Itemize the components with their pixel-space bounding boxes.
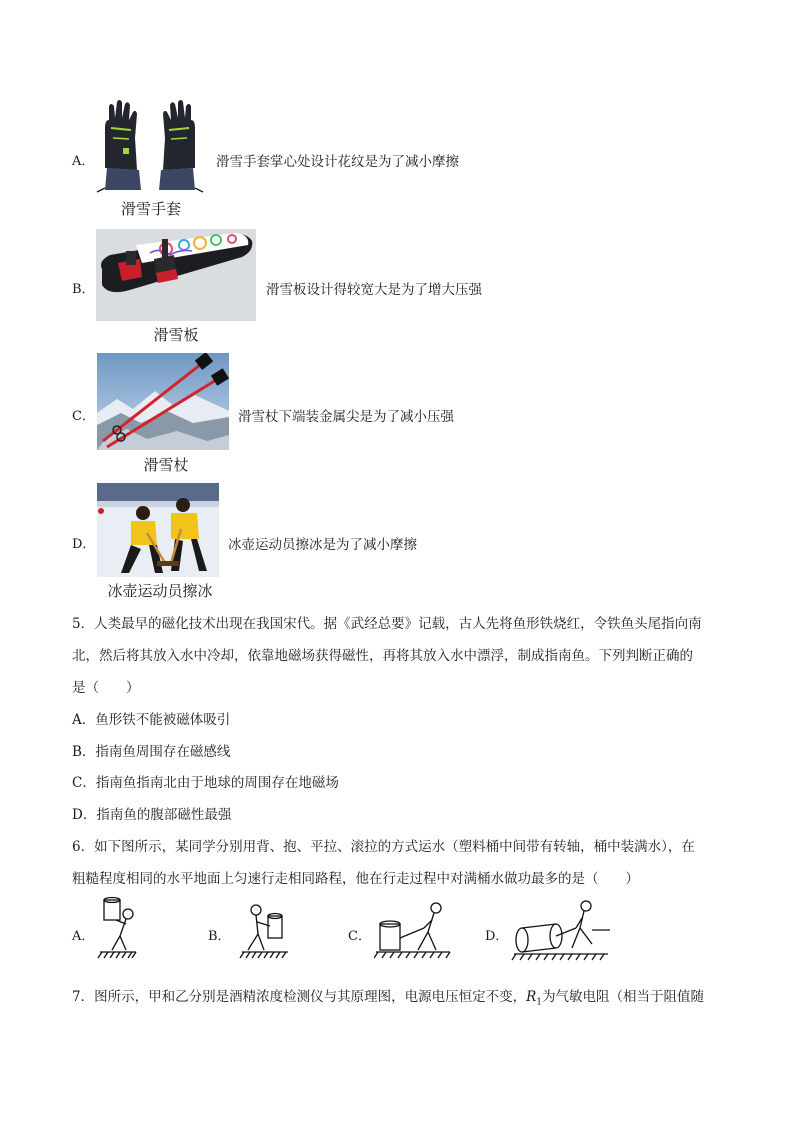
roll-pull-figure [510, 898, 614, 962]
q5-option-c: C．指南鱼指南北由于地球的周围存在地磁场 [72, 775, 339, 791]
option-d-text: 冰壶运动员擦冰是为了减小摩擦 [228, 537, 417, 553]
option-a-letter: A． [72, 154, 95, 169]
drag-flat-figure [374, 900, 454, 962]
q6-option-d-letter: D． [485, 929, 509, 944]
ski-gloves-image [95, 98, 207, 196]
option-b-caption: 滑雪板 [153, 326, 199, 344]
q7-text-prefix: 7．图所示，甲和乙分别是酒精浓度检测仪与其原理图，电源电压恒定不变， [72, 989, 527, 1005]
q5-stem-line2: 北，然后将其放入水中冷却，依靠地磁场获得磁性，再将其放入水中漂浮，制成指南鱼。下列判断正确的 [72, 648, 693, 664]
curling-image [97, 483, 219, 577]
q7-stem-line1 [72, 985, 704, 1008]
q6-option-a-letter: A． [72, 929, 95, 944]
q6-option-c-letter: C． [348, 929, 371, 944]
q6-stem-line2: 粗糙程度相同的水平地面上匀速行走相同路程，他在行走过程中对满桶水做功最多的是（ ） [72, 871, 639, 887]
carry-on-back-figure [96, 896, 142, 962]
option-c-letter: C． [72, 409, 95, 424]
q7-text-suffix: 为气敏电阻（相当于阻值随 [542, 989, 704, 1005]
option-d-letter: D． [72, 537, 96, 552]
hold-in-arms-figure [236, 896, 292, 962]
ski-poles-image [97, 353, 229, 450]
option-c-text: 滑雪杖下端装金属尖是为了减小压强 [238, 409, 454, 425]
q7-symbol-r: R [526, 989, 537, 1005]
option-d-caption: 冰壶运动员擦冰 [107, 582, 213, 600]
q7-symbol-subscript: 1 [536, 997, 542, 1008]
q6-option-b-letter: B． [208, 929, 231, 944]
option-a-caption: 滑雪手套 [120, 200, 181, 218]
q5-option-b: B．指南鱼周围存在磁感线 [72, 744, 231, 760]
snowboard-image [96, 229, 256, 321]
q5-stem-line1: 5．人类最早的磁化技术出现在我国宋代。据《武经总要》记载，古人先将鱼形铁烧红，令铁鱼头尾指向南 [72, 616, 702, 632]
q5-stem-line3: 是（ ） [72, 680, 140, 696]
option-a-text: 滑雪手套掌心处设计花纹是为了减小摩擦 [216, 154, 459, 170]
q5-option-a: A．鱼形铁不能被磁体吸引 [72, 712, 231, 728]
option-b-text: 滑雪板设计得较宽大是为了增大压强 [266, 282, 482, 298]
option-b-letter: B． [72, 282, 95, 297]
q5-option-d: D．指南鱼的腹部磁性最强 [72, 807, 232, 823]
q6-stem-line1: 6．如下图所示，某同学分别用背、抱、平拉、滚拉的方式运水（塑料桶中间带有转轴，桶中装满水），在 [72, 839, 695, 855]
option-c-caption: 滑雪杖 [143, 456, 189, 474]
